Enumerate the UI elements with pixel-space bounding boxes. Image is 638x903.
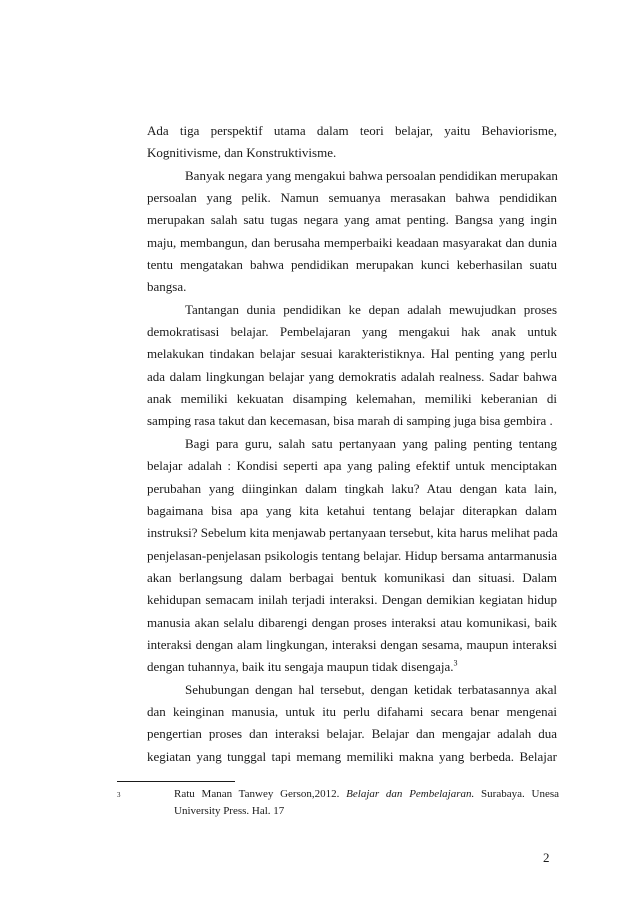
footnote-line-2: University Press. Hal. 17 xyxy=(174,805,285,817)
text-line: pengertian proses dan interaksi belajar. Belajar dan mengajar adalah dua xyxy=(147,726,557,742)
footnote-line-1 xyxy=(174,786,559,803)
text-line: maju, membangun, dan berusaha memperbaiki keadaan masyarakat dan dunia xyxy=(147,234,557,250)
footnote-separator xyxy=(117,781,235,782)
text-line: samping rasa takut dan kecemasan, bisa marah di samping juga bisa gembira . xyxy=(147,413,553,429)
text-line: demokratisasi belajar. Pembelajaran yang mengakui hak anak untuk xyxy=(147,324,557,340)
text-line: tentu mengatakan bahwa pendidikan merupakan kunci keberhasilan suatu xyxy=(147,257,557,273)
footnote-title: Belajar dan Pembelajaran. xyxy=(346,788,475,800)
text-line: persoalan yang pelik. Namun semuanya merasakan bahwa pendidikan xyxy=(147,190,557,206)
text-line: Sehubungan dengan hal tersebut, dengan ketidak terbatasannya akal xyxy=(185,681,557,697)
text-line: Ada tiga perspektif utama dalam teori belajar, yaitu Behaviorisme, xyxy=(147,123,557,138)
text-line: Banyak negara yang mengakui bahwa persoalan pendidikan merupakan xyxy=(185,167,558,183)
text-line: dan keinginan manusia, untuk itu perlu difahami secara benar mengenai xyxy=(147,703,557,719)
text-line: ada dalam lingkungan belajar yang demokratis adalah realness. Sadar bahwa xyxy=(147,368,557,384)
text-line: bagaimana bisa apa yang kita ketahui tentang belajar diterapkan dalam xyxy=(147,502,557,518)
footnote-reference[interactable]: 3 xyxy=(453,658,458,668)
page-number: 2 xyxy=(543,850,550,865)
text-line: kegiatan yang tunggal tapi memang memiliki makna yang berbeda. Belajar xyxy=(147,748,557,764)
text-line: instruksi? Sebelum kita menjawab pertanyaan tersebut, kita harus melihat pada xyxy=(147,525,558,541)
text-line: manusia akan selalu dibarengi dengan proses interaksi atau komunikasi, baik xyxy=(147,614,557,630)
footnote-number: 3 xyxy=(117,791,121,799)
footnote-publisher: Surabaya. Unesa xyxy=(474,788,559,800)
text-line: interaksi dengan alam lingkungan, interaksi dengan sesama, maupun interaksi xyxy=(147,636,557,652)
text-line: dengan tuhannya, baik itu sengaja maupun tidak disengaja. xyxy=(147,659,454,675)
body-text xyxy=(147,120,557,768)
text-line: merupakan salah satu tugas negara yang amat penting. Bangsa yang ingin xyxy=(147,212,557,228)
text-line: kehidupan semacam inilah terjadi interaksi. Dengan demikian kegiatan hidup xyxy=(147,592,557,608)
footnote-author: Ratu Manan Tanwey Gerson,2012. xyxy=(174,788,347,800)
text-line: melakukan tindakan belajar sesuai karakteristiknya. Hal penting yang perlu xyxy=(147,346,557,362)
text-line: perubahan yang diinginkan dalam tingkah laku? Atau dengan kata lain, xyxy=(147,480,557,496)
text-line: anak memiliki kekuatan disamping kelemahan, memiliki keberanian di xyxy=(147,391,557,407)
text-line: belajar adalah : Kondisi seperti apa yang paling efektif untuk menciptakan xyxy=(147,458,557,474)
text-line: penjelasan-penjelasan psikologis tentang belajar. Hidup bersama antarmanusia xyxy=(147,547,557,563)
text-line: Bagi para guru, salah satu pertanyaan yang paling penting tentang xyxy=(185,435,557,451)
text-line: Kognitivisme, dan Konstruktivisme. xyxy=(147,145,337,161)
text-line: bangsa. xyxy=(147,279,187,295)
text-line-with-footnote xyxy=(147,656,557,678)
footnote xyxy=(117,786,559,820)
text-line: akan berlangsung dalam berbagai bentuk komunikasi dan situasi. Dalam xyxy=(147,569,557,585)
text-line: Tantangan dunia pendidikan ke depan adalah mewujudkan proses xyxy=(185,301,557,317)
